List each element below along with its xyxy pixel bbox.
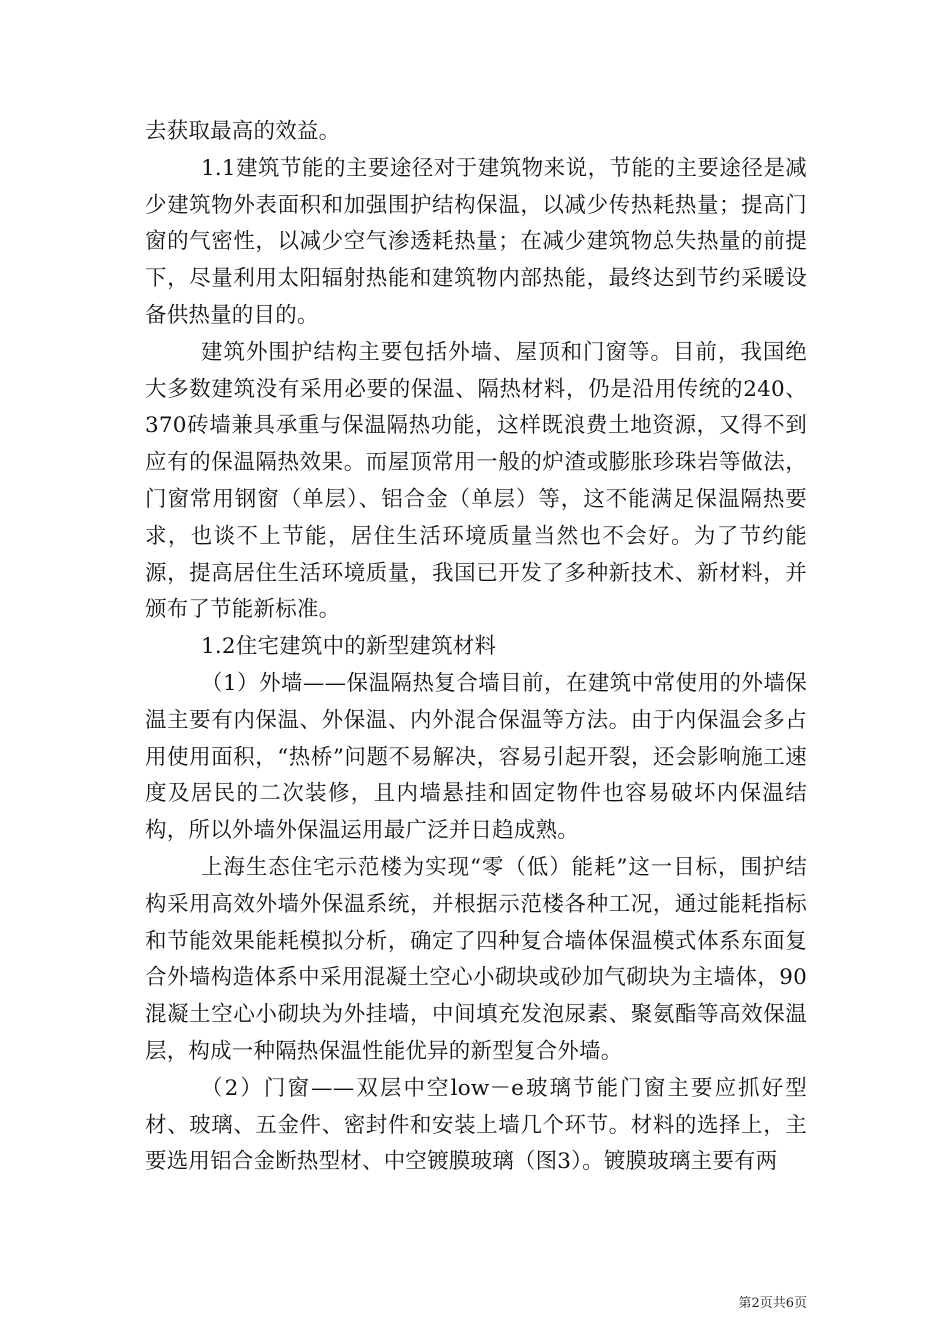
paragraph-4-heading: 1.2住宅建筑中的新型建筑材料 [201, 634, 497, 660]
document-page [145, 114, 807, 1181]
page-number-footer: 第2页共6页 [738, 1296, 807, 1311]
paragraph-1: 去获取最高的效益。 [145, 119, 341, 144]
paragraph-7: （2）门窗——双层中空low－e玻璃节能门窗主要应抓好型材、玻璃、五金件、密封件和安装上墙几个环节。材料的选择上，主要选用铝合金断热型材、中空镀膜玻璃（图3）。镀膜玻璃主要有两 [145, 1075, 807, 1175]
paragraph-2: 1.1建筑节能的主要途径对于建筑物来说，节能的主要途径是减少建筑物外表面积和加强围护结构保温，以减少传热耗热量；提高门窗的气密性，以减少空气渗透耗热量；在减少建筑物总失热量的前提下，尽量利用太阳辐射热能和建筑物内部热能，最终达到节约采暖设备供热量的目的。 [145, 155, 807, 328]
paragraph-6: 上海生态住宅示范楼为实现“零（低）能耗”这一目标，围护结构采用高效外墙外保温系统，并根据示范楼各种工况，通过能耗指标和节能效果能耗模拟分析，确定了四种复合墙体保温模式体系东面复合外墙构造体系中采用混凝土空心小砌块或砂加气砌块为主墙体，90混凝土空心小砌块为外挂墙，中间填充发泡尿素、聚氨酯等高效保温层，构成一种隔热保温性能优异的新型复合外墙。 [145, 854, 807, 1064]
paragraph-5: （1）外墙——保温隔热复合墙目前，在建筑中常使用的外墙保温主要有内保温、外保温、内外混合保温等方法。由于内保温会多占用使用面积，“热桥”问题不易解决，容易引起开裂，还会影响施工速度及居民的二次装修，且内墙悬挂和固定物件也容易破坏内保温结构，所以外墙外保温运用最广泛并日趋成熟。 [145, 670, 807, 844]
paragraph-3: 建筑外围护结构主要包括外墙、屋顶和门窗等。目前，我国绝大多数建筑没有采用必要的保温、隔热材料，仍是沿用传统的240、370砖墙兼具承重与保温隔热功能，这样既浪费土地资源，又得不到应有的保温隔热效果。而屋顶常用一般的炉渣或膨胀珍珠岩等做法，门窗常用钢窗（单层）、铝合金（单层）等，这不能满足保温隔热要求，也谈不上节能，居住生活环境质量当然也不会好。为了节约能源，提高居住生活环境质量，我国已开发了多种新技术、新材料，并颁布了节能新标准。 [145, 339, 807, 623]
